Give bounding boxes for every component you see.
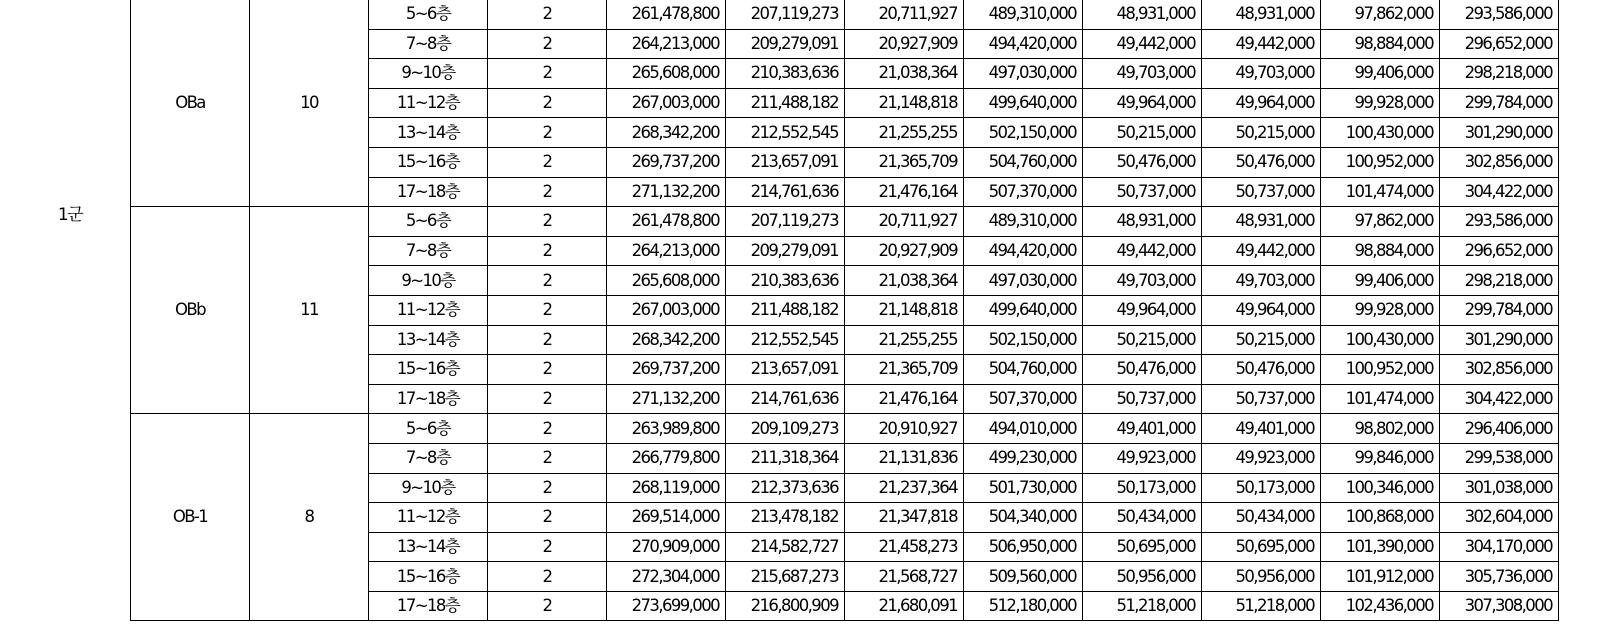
price-cell-d: 502,150,000: [964, 325, 1083, 355]
price-cell-d: 506,950,000: [964, 532, 1083, 562]
price-cell-c: 21,365,709: [845, 355, 964, 385]
price-cell-c: 21,476,164: [845, 384, 964, 414]
price-cell-d: 507,370,000: [964, 177, 1083, 207]
floor-range-cell: 9~10층: [369, 59, 488, 89]
price-cell-b: 211,318,364: [726, 443, 845, 473]
price-cell-a: 268,342,200: [607, 118, 726, 148]
price-cell-e: 49,442,000: [1083, 236, 1202, 266]
price-cell-f: 50,476,000: [1202, 147, 1321, 177]
price-cell-h: 307,308,000: [1440, 591, 1559, 621]
unit-type-cell: OBb: [131, 207, 250, 414]
household-count-cell: 2: [488, 0, 607, 29]
floor-range-cell: 15~16층: [369, 147, 488, 177]
price-cell-d: 499,230,000: [964, 443, 1083, 473]
price-cell-b: 210,383,636: [726, 266, 845, 296]
price-cell-c: 21,568,727: [845, 562, 964, 592]
price-cell-b: 210,383,636: [726, 59, 845, 89]
price-cell-h: 293,586,000: [1440, 0, 1559, 29]
household-count-cell: 2: [488, 503, 607, 533]
price-cell-f: 48,931,000: [1202, 0, 1321, 29]
price-cell-c: 20,927,909: [845, 29, 964, 59]
price-cell-h: 299,784,000: [1440, 88, 1559, 118]
price-cell-h: 293,586,000: [1440, 207, 1559, 237]
price-cell-g: 100,952,000: [1321, 355, 1440, 385]
price-cell-d: 494,010,000: [964, 414, 1083, 444]
price-cell-f: 49,964,000: [1202, 88, 1321, 118]
price-cell-c: 21,131,836: [845, 443, 964, 473]
unit-type-cell: OB-1: [131, 414, 250, 621]
price-cell-f: 50,737,000: [1202, 384, 1321, 414]
price-cell-f: 50,215,000: [1202, 325, 1321, 355]
price-cell-f: 49,964,000: [1202, 295, 1321, 325]
price-cell-g: 101,390,000: [1321, 532, 1440, 562]
price-cell-g: 97,862,000: [1321, 207, 1440, 237]
price-cell-f: 50,737,000: [1202, 177, 1321, 207]
price-cell-g: 99,846,000: [1321, 443, 1440, 473]
household-count-cell: 2: [488, 236, 607, 266]
price-cell-e: 50,956,000: [1083, 562, 1202, 592]
price-cell-h: 301,290,000: [1440, 325, 1559, 355]
price-cell-e: 49,964,000: [1083, 295, 1202, 325]
price-cell-a: 272,304,000: [607, 562, 726, 592]
household-count-cell: 2: [488, 295, 607, 325]
price-cell-a: 273,699,000: [607, 591, 726, 621]
floor-range-cell: 9~10층: [369, 266, 488, 296]
price-cell-c: 20,711,927: [845, 207, 964, 237]
household-count-cell: 2: [488, 118, 607, 148]
price-cell-h: 301,290,000: [1440, 118, 1559, 148]
floor-range-cell: 7~8층: [369, 29, 488, 59]
price-cell-h: 302,604,000: [1440, 503, 1559, 533]
table-body: [131, 0, 1559, 621]
household-count-cell: 2: [488, 207, 607, 237]
price-cell-a: 271,132,200: [607, 177, 726, 207]
household-count-cell: 2: [488, 88, 607, 118]
price-cell-a: 267,003,000: [607, 295, 726, 325]
household-count-cell: 2: [488, 266, 607, 296]
price-cell-d: 504,760,000: [964, 147, 1083, 177]
price-cell-b: 211,488,182: [726, 295, 845, 325]
price-cell-g: 101,474,000: [1321, 177, 1440, 207]
price-cell-a: 264,213,000: [607, 29, 726, 59]
price-table: [130, 0, 1559, 621]
price-cell-c: 20,927,909: [845, 236, 964, 266]
price-cell-d: 489,310,000: [964, 207, 1083, 237]
price-cell-h: 299,784,000: [1440, 295, 1559, 325]
floor-range-cell: 13~14층: [369, 325, 488, 355]
price-cell-g: 100,952,000: [1321, 147, 1440, 177]
price-cell-f: 50,434,000: [1202, 503, 1321, 533]
household-count-cell: 2: [488, 325, 607, 355]
price-cell-f: 50,956,000: [1202, 562, 1321, 592]
price-cell-c: 21,255,255: [845, 325, 964, 355]
price-cell-h: 299,538,000: [1440, 443, 1559, 473]
floor-range-cell: 11~12층: [369, 88, 488, 118]
price-cell-e: 49,703,000: [1083, 59, 1202, 89]
household-count-cell: 2: [488, 562, 607, 592]
price-cell-a: 271,132,200: [607, 384, 726, 414]
price-cell-c: 21,476,164: [845, 177, 964, 207]
price-cell-d: 494,420,000: [964, 29, 1083, 59]
price-cell-g: 99,406,000: [1321, 266, 1440, 296]
price-cell-f: 50,215,000: [1202, 118, 1321, 148]
price-cell-h: 305,736,000: [1440, 562, 1559, 592]
price-cell-c: 21,255,255: [845, 118, 964, 148]
floor-range-cell: 7~8층: [369, 236, 488, 266]
price-cell-h: 296,406,000: [1440, 414, 1559, 444]
price-cell-d: 509,560,000: [964, 562, 1083, 592]
price-cell-d: 497,030,000: [964, 266, 1083, 296]
unit-total-cell: 8: [250, 414, 369, 621]
household-count-cell: 2: [488, 414, 607, 444]
price-cell-g: 100,430,000: [1321, 325, 1440, 355]
price-cell-d: 512,180,000: [964, 591, 1083, 621]
floor-range-cell: 5~6층: [369, 207, 488, 237]
price-cell-d: 504,760,000: [964, 355, 1083, 385]
price-cell-f: 49,442,000: [1202, 29, 1321, 59]
price-cell-d: 489,310,000: [964, 0, 1083, 29]
price-cell-e: 50,215,000: [1083, 325, 1202, 355]
price-cell-c: 21,148,818: [845, 295, 964, 325]
floor-range-cell: 15~16층: [369, 562, 488, 592]
household-count-cell: 2: [488, 443, 607, 473]
price-cell-c: 20,711,927: [845, 0, 964, 29]
household-count-cell: 2: [488, 591, 607, 621]
price-cell-b: 207,119,273: [726, 0, 845, 29]
price-cell-d: 497,030,000: [964, 59, 1083, 89]
price-cell-a: 265,608,000: [607, 59, 726, 89]
household-count-cell: 2: [488, 29, 607, 59]
price-cell-h: 296,652,000: [1440, 236, 1559, 266]
price-cell-b: 209,109,273: [726, 414, 845, 444]
price-cell-b: 212,552,545: [726, 325, 845, 355]
price-cell-e: 48,931,000: [1083, 0, 1202, 29]
floor-range-cell: 17~18층: [369, 591, 488, 621]
price-cell-h: 302,856,000: [1440, 355, 1559, 385]
price-cell-g: 99,928,000: [1321, 295, 1440, 325]
price-cell-f: 49,401,000: [1202, 414, 1321, 444]
price-cell-a: 264,213,000: [607, 236, 726, 266]
table-row: [131, 0, 1559, 29]
price-cell-e: 50,215,000: [1083, 118, 1202, 148]
price-cell-b: 211,488,182: [726, 88, 845, 118]
floor-range-cell: 11~12층: [369, 295, 488, 325]
price-cell-g: 98,884,000: [1321, 29, 1440, 59]
price-cell-e: 50,476,000: [1083, 147, 1202, 177]
household-count-cell: 2: [488, 59, 607, 89]
household-count-cell: 2: [488, 532, 607, 562]
price-cell-g: 102,436,000: [1321, 591, 1440, 621]
floor-range-cell: 17~18층: [369, 177, 488, 207]
price-cell-e: 51,218,000: [1083, 591, 1202, 621]
floor-range-cell: 9~10층: [369, 473, 488, 503]
price-cell-a: 269,737,200: [607, 355, 726, 385]
price-cell-c: 21,038,364: [845, 266, 964, 296]
price-cell-b: 214,761,636: [726, 177, 845, 207]
price-cell-e: 50,695,000: [1083, 532, 1202, 562]
price-cell-f: 50,695,000: [1202, 532, 1321, 562]
price-cell-g: 98,802,000: [1321, 414, 1440, 444]
unit-total-cell: 10: [250, 0, 369, 207]
price-cell-a: 267,003,000: [607, 88, 726, 118]
price-cell-d: 507,370,000: [964, 384, 1083, 414]
unit-total-cell: 11: [250, 207, 369, 414]
price-cell-e: 49,401,000: [1083, 414, 1202, 444]
price-cell-f: 50,173,000: [1202, 473, 1321, 503]
price-cell-d: 499,640,000: [964, 88, 1083, 118]
price-cell-c: 20,910,927: [845, 414, 964, 444]
table-row: [131, 414, 1559, 444]
price-cell-e: 50,737,000: [1083, 384, 1202, 414]
price-cell-f: 49,923,000: [1202, 443, 1321, 473]
price-cell-h: 304,422,000: [1440, 384, 1559, 414]
price-cell-b: 209,279,091: [726, 29, 845, 59]
price-cell-c: 21,458,273: [845, 532, 964, 562]
price-cell-b: 213,657,091: [726, 147, 845, 177]
price-cell-f: 49,703,000: [1202, 266, 1321, 296]
price-cell-c: 21,680,091: [845, 591, 964, 621]
price-cell-g: 99,406,000: [1321, 59, 1440, 89]
price-cell-d: 504,340,000: [964, 503, 1083, 533]
price-cell-h: 298,218,000: [1440, 266, 1559, 296]
household-count-cell: 2: [488, 177, 607, 207]
price-cell-a: 263,989,800: [607, 414, 726, 444]
price-cell-g: 97,862,000: [1321, 0, 1440, 29]
price-cell-e: 49,964,000: [1083, 88, 1202, 118]
price-cell-b: 215,687,273: [726, 562, 845, 592]
household-count-cell: 2: [488, 473, 607, 503]
price-cell-g: 100,868,000: [1321, 503, 1440, 533]
price-cell-e: 50,476,000: [1083, 355, 1202, 385]
price-cell-e: 49,703,000: [1083, 266, 1202, 296]
floor-range-cell: 5~6층: [369, 0, 488, 29]
unit-type-cell: OBa: [131, 0, 250, 207]
price-cell-g: 99,928,000: [1321, 88, 1440, 118]
price-cell-b: 212,552,545: [726, 118, 845, 148]
floor-range-cell: 11~12층: [369, 503, 488, 533]
price-cell-a: 266,779,800: [607, 443, 726, 473]
floor-range-cell: 15~16층: [369, 355, 488, 385]
price-cell-e: 49,923,000: [1083, 443, 1202, 473]
price-cell-d: 501,730,000: [964, 473, 1083, 503]
price-cell-e: 49,442,000: [1083, 29, 1202, 59]
floor-range-cell: 7~8층: [369, 443, 488, 473]
price-cell-a: 265,608,000: [607, 266, 726, 296]
floor-range-cell: 5~6층: [369, 414, 488, 444]
price-cell-h: 296,652,000: [1440, 29, 1559, 59]
price-cell-c: 21,365,709: [845, 147, 964, 177]
group-label: 1군: [57, 205, 83, 225]
price-cell-c: 21,038,364: [845, 59, 964, 89]
price-cell-g: 101,474,000: [1321, 384, 1440, 414]
household-count-cell: 2: [488, 384, 607, 414]
price-cell-a: 269,737,200: [607, 147, 726, 177]
price-cell-b: 213,657,091: [726, 355, 845, 385]
price-cell-f: 49,442,000: [1202, 236, 1321, 266]
price-cell-d: 502,150,000: [964, 118, 1083, 148]
price-cell-a: 268,342,200: [607, 325, 726, 355]
price-cell-h: 301,038,000: [1440, 473, 1559, 503]
price-cell-c: 21,347,818: [845, 503, 964, 533]
price-cell-c: 21,237,364: [845, 473, 964, 503]
price-cell-h: 304,422,000: [1440, 177, 1559, 207]
price-cell-e: 50,737,000: [1083, 177, 1202, 207]
household-count-cell: 2: [488, 355, 607, 385]
price-cell-c: 21,148,818: [845, 88, 964, 118]
price-cell-a: 270,909,000: [607, 532, 726, 562]
price-cell-a: 268,119,000: [607, 473, 726, 503]
floor-range-cell: 13~14층: [369, 532, 488, 562]
price-cell-f: 51,218,000: [1202, 591, 1321, 621]
price-cell-f: 48,931,000: [1202, 207, 1321, 237]
price-cell-g: 100,346,000: [1321, 473, 1440, 503]
price-cell-b: 214,582,727: [726, 532, 845, 562]
price-cell-b: 214,761,636: [726, 384, 845, 414]
table-row: [131, 207, 1559, 237]
price-cell-d: 499,640,000: [964, 295, 1083, 325]
price-cell-b: 212,373,636: [726, 473, 845, 503]
price-cell-b: 213,478,182: [726, 503, 845, 533]
price-cell-g: 98,884,000: [1321, 236, 1440, 266]
price-cell-g: 100,430,000: [1321, 118, 1440, 148]
price-cell-f: 50,476,000: [1202, 355, 1321, 385]
price-cell-e: 48,931,000: [1083, 207, 1202, 237]
price-cell-d: 494,420,000: [964, 236, 1083, 266]
price-cell-b: 216,800,909: [726, 591, 845, 621]
floor-range-cell: 13~14층: [369, 118, 488, 148]
floor-range-cell: 17~18층: [369, 384, 488, 414]
price-cell-a: 269,514,000: [607, 503, 726, 533]
price-cell-h: 302,856,000: [1440, 147, 1559, 177]
price-cell-g: 101,912,000: [1321, 562, 1440, 592]
price-cell-a: 261,478,800: [607, 207, 726, 237]
price-cell-b: 209,279,091: [726, 236, 845, 266]
household-count-cell: 2: [488, 147, 607, 177]
price-cell-h: 304,170,000: [1440, 532, 1559, 562]
price-cell-b: 207,119,273: [726, 207, 845, 237]
price-cell-h: 298,218,000: [1440, 59, 1559, 89]
price-cell-e: 50,173,000: [1083, 473, 1202, 503]
price-cell-e: 50,434,000: [1083, 503, 1202, 533]
price-cell-a: 261,478,800: [607, 0, 726, 29]
price-cell-f: 49,703,000: [1202, 59, 1321, 89]
